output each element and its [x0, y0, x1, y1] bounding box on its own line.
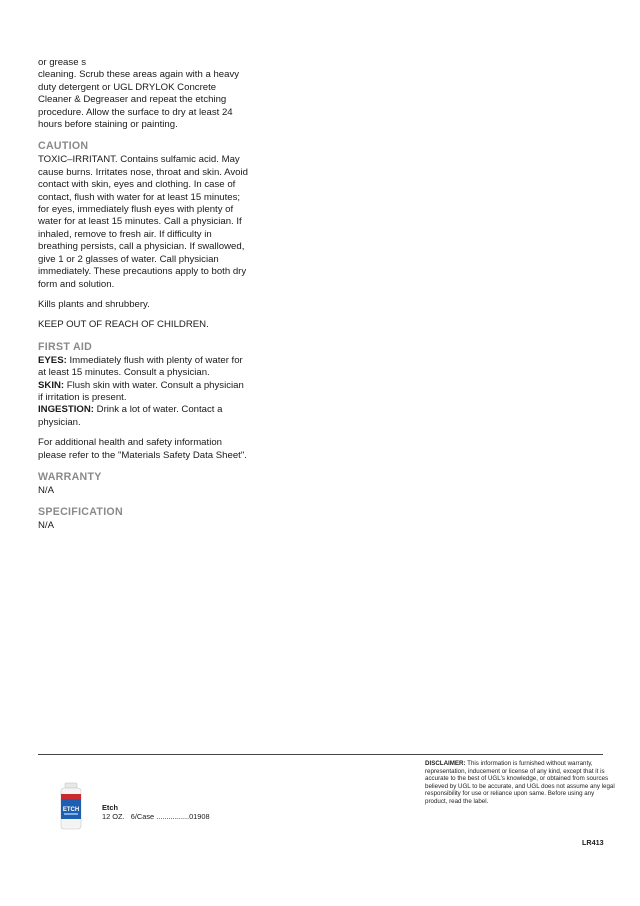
intro-line-1: or grease s: [38, 57, 86, 68]
skin-label: SKIN:: [38, 379, 65, 391]
ingestion-label: INGESTION:: [38, 404, 94, 416]
product-package-label: ETCH: [62, 807, 80, 813]
caution-text: TOXIC–IRRITANT. Contains sulfamic acid. May cause burns. Irritates nose, throat and skin. Avoid contact with skin, eyes and clothing. In case of contact, flush with water for at least 15 minutes; for eyes, immediately flush eyes with plenty of water for at least 15 minutes. Call a physician. If inhaled, remove to fresh air. If difficulty in breathing persists, call a physician. If swallowed, give 1 or 2 glasses of water. Call physician immediately. These precautions apply to both dry form and solution.: [38, 154, 248, 290]
disclaimer-label: DISCLAIMER:: [425, 760, 466, 767]
skin-text: Flush skin with water. Consult a physician if irritation is present.: [38, 379, 244, 403]
warranty-value: N/A: [38, 484, 54, 496]
additional-info: For additional health and safety information please refer to the "Materials Safety Data Sheet".: [38, 437, 247, 461]
footer-divider: [38, 754, 603, 755]
product-spec-line: 12 OZ. 6/Case ................01908: [102, 812, 210, 821]
document-code: LR413: [582, 838, 604, 847]
warranty-heading: WARRANTY: [38, 470, 102, 483]
first-aid-ingestion: [38, 404, 248, 429]
caution-heading: CAUTION: [38, 140, 89, 153]
first-aid-skin: [38, 380, 248, 405]
main-column: [38, 57, 248, 533]
plants-warning: Kills plants and shrubbery.: [38, 298, 150, 310]
specification-heading: SPECIFICATION: [38, 506, 123, 519]
product-bottle-image: [56, 782, 86, 830]
eyes-text: Immediately flush with plenty of water for at least 15 minutes. Consult a physician.: [38, 354, 243, 379]
first-aid-eyes: [38, 355, 248, 380]
eyes-label: EYES:: [38, 354, 67, 366]
children-warning: KEEP OUT OF REACH OF CHILDREN.: [38, 319, 209, 331]
specification-value: N/A: [38, 520, 54, 532]
ingestion-text: Drink a lot of water. Contact a physician.: [38, 404, 223, 428]
disclaimer: [425, 760, 617, 806]
disclaimer-text: This information is furnished without warranty, representation, inducement or license of any kind, except that it is accurate to the best of UGL's knowledge, or obtained from sources believed by UGL to be accurate, and UGL does not assume any legal responsibility for use or reliance upon same. Before using any product, read the label.: [425, 760, 615, 805]
intro-paragraph: cleaning. Scrub these areas again with a heavy duty detergent or UGL DRYLOK Concrete Cleaner & Degreaser and repeat the etching procedure. Allow the surface to dry at least 24 hours before staining or painting.: [38, 69, 240, 131]
product-name: Etch: [102, 803, 119, 812]
first-aid-heading: FIRST AID: [38, 340, 93, 353]
